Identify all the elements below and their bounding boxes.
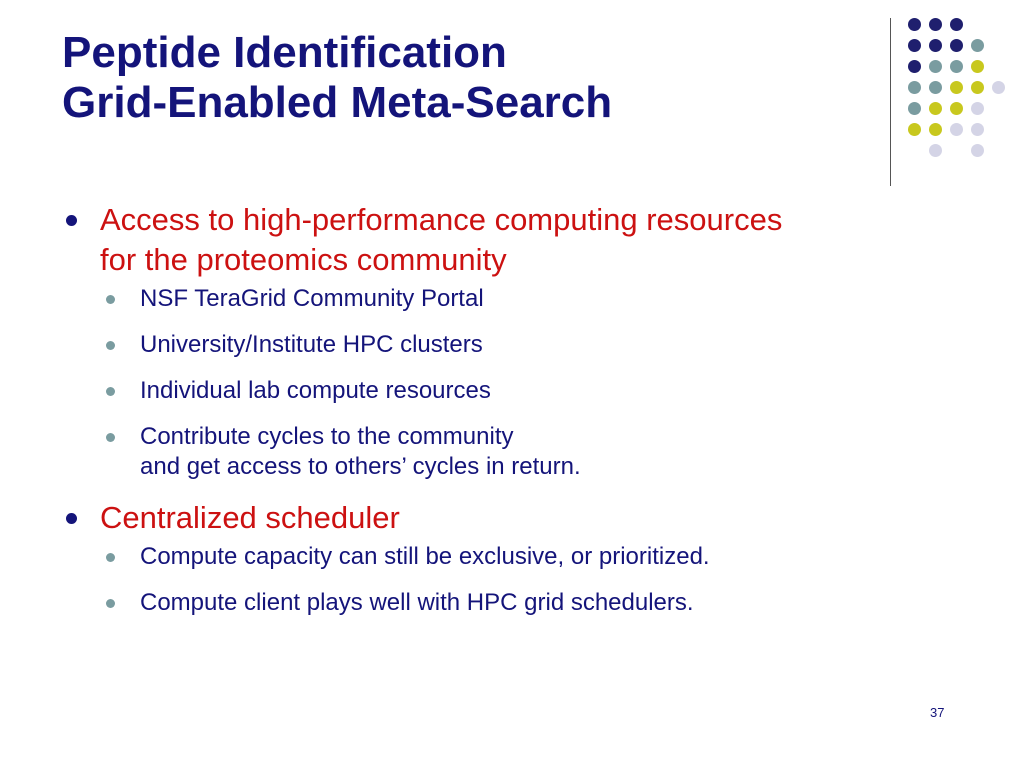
title-line-2: Grid-Enabled Meta-Search <box>62 78 613 127</box>
sub-bullet-dot-icon <box>106 341 115 350</box>
decorative-dot <box>929 60 942 73</box>
sub-bullet-text: Compute capacity can still be exclusive, or prioritized. <box>140 543 710 570</box>
decorative-dot <box>971 39 984 52</box>
decorative-dot <box>929 18 942 31</box>
page-number: 37 <box>930 705 945 720</box>
decorative-dot <box>908 18 921 31</box>
decorative-dot <box>971 123 984 136</box>
sub-bullet-text: NSF TeraGrid Community Portal <box>140 285 484 312</box>
decorative-dot <box>908 102 921 115</box>
bullet-level2-3 <box>62 376 962 406</box>
bullet-level1-2 <box>62 498 962 538</box>
bullet-list <box>62 200 962 634</box>
decorative-dot <box>971 102 984 115</box>
bullet-level2-2 <box>62 330 962 360</box>
bullet-level2-4 <box>62 422 962 482</box>
sub-bullet-dot-icon <box>106 295 115 304</box>
decorative-dot <box>908 81 921 94</box>
decorative-dot <box>929 144 942 157</box>
sub-bullet-text: Contribute cycles to the community <box>140 423 514 450</box>
bullet-text: for the proteomics community <box>100 242 507 277</box>
decorative-dot <box>929 81 942 94</box>
decorative-dot <box>950 60 963 73</box>
decorative-dot <box>992 81 1005 94</box>
bullet-level2-6 <box>62 588 962 618</box>
sub-bullet-text: University/Institute HPC clusters <box>140 331 483 358</box>
bullet-level2-1 <box>62 284 962 314</box>
bullet-text: Access to high-performance computing resources <box>100 202 783 237</box>
sub-bullet-dot-icon <box>106 433 115 442</box>
decorative-dot <box>929 102 942 115</box>
decorative-dot <box>971 144 984 157</box>
sub-bullet-text: Individual lab compute resources <box>140 377 491 404</box>
decorative-dot <box>950 18 963 31</box>
decorative-dot <box>950 39 963 52</box>
decorative-dot <box>929 123 942 136</box>
decorative-dot <box>971 81 984 94</box>
bullet-text: Centralized scheduler <box>100 500 400 535</box>
sub-bullet-list <box>62 542 962 618</box>
sub-bullet-text: and get access to others’ cycles in return. <box>140 453 581 480</box>
decorative-dot-grid <box>900 10 1010 170</box>
decorative-dot <box>971 60 984 73</box>
sub-bullet-dot-icon <box>106 387 115 396</box>
title-divider <box>890 18 891 186</box>
bullet-level2-5 <box>62 542 962 572</box>
bullet-level1-1 <box>62 200 962 280</box>
bullet-dot-icon <box>66 215 77 226</box>
sub-bullet-text: Compute client plays well with HPC grid schedulers. <box>140 589 694 616</box>
decorative-dot <box>908 39 921 52</box>
title-line-1: Peptide Identification <box>62 28 507 77</box>
decorative-dot <box>908 123 921 136</box>
decorative-dot <box>929 39 942 52</box>
decorative-dot <box>950 102 963 115</box>
bullet-dot-icon <box>66 513 77 524</box>
decorative-dot <box>950 81 963 94</box>
slide-title <box>62 28 862 128</box>
sub-bullet-dot-icon <box>106 599 115 608</box>
sub-bullet-dot-icon <box>106 553 115 562</box>
decorative-dot <box>950 123 963 136</box>
decorative-dot <box>908 60 921 73</box>
sub-bullet-list <box>62 284 962 482</box>
